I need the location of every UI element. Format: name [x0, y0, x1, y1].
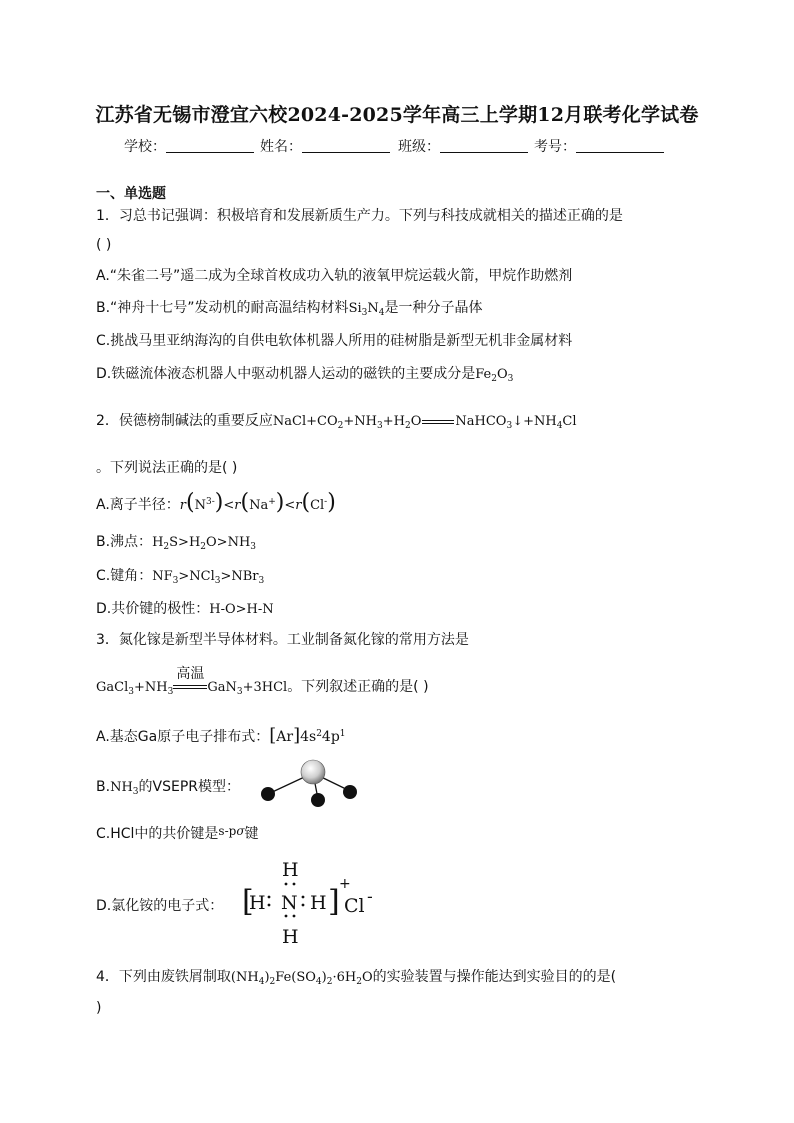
name-blank[interactable]	[302, 138, 390, 153]
outer-atom-bottom	[311, 793, 325, 807]
number-blank[interactable]	[576, 138, 664, 153]
number-label: 考号：	[534, 139, 576, 155]
q2-option-c	[96, 565, 264, 585]
q2-b-formula: $H_2S>H_2O>NH_3$	[152, 535, 257, 552]
q3-stem-post: 。下列叙述正确的是( )	[287, 679, 429, 695]
charge-minus: -	[367, 887, 373, 906]
q2-c-text: C.键角：	[96, 568, 153, 584]
q1-d-text: D.铁磁流体液态机器人中驱动机器人运动的磁铁的主要成分是	[96, 366, 476, 382]
bracket-right: ]	[328, 884, 340, 919]
vsepr-model-diagram	[254, 756, 364, 810]
q4-formula: $(NH_4)_2Fe(SO_4)_2\cdot 6H_2O$	[230, 970, 373, 987]
q1-d-formula: $Fe_2O_3$	[475, 367, 514, 384]
q3-a-formula: $[Ar]4s^24p^1$	[269, 725, 346, 746]
q1-option-c: C.挑战马里亚纳海沟的自供电软体机器人所用的硅树脂是新型无机非金属材料	[96, 333, 573, 349]
q3-equation: $GaCl_3+NH_3$ 高温 GaN$_3$+3HCl	[96, 680, 287, 695]
q3-option-a	[96, 725, 346, 746]
q1-b-formula: $Si_3N_4$	[348, 301, 385, 318]
q3-option-d	[96, 895, 223, 915]
info-number	[534, 136, 664, 156]
q3-c-formula: s-pσ	[218, 824, 245, 838]
outer-atom-left	[261, 787, 275, 801]
h-right: H	[310, 892, 327, 914]
q3-equation-line	[96, 665, 429, 697]
q1-option-b	[96, 297, 482, 317]
q3-b-text: B.	[96, 779, 111, 795]
info-class	[398, 136, 528, 156]
q3-b-formula: $NH_3$	[110, 780, 139, 797]
q4-stem-post: 的实验装置与操作能达到实验目的的是(	[372, 969, 617, 985]
q4-stem	[96, 966, 616, 986]
q2-stem-text: 2．侯德榜制碱法的重要反应	[96, 413, 273, 429]
q2-option-a	[96, 490, 336, 515]
q1-b-text: B.“神舟十七号”发动机的耐高温结构材料	[96, 300, 349, 316]
q2-d-text: D.共价键的极性：	[96, 601, 210, 617]
page-title: 江苏省无锡市澄宜六校2024-2025学年高三上学期12月联考化学试卷	[95, 104, 699, 126]
q1-paren: ( )	[96, 237, 112, 253]
q3-option-c	[96, 823, 259, 843]
q3-a-text: A.基态Ga原子电子排布式：	[96, 729, 270, 745]
q1-option-a: A.“朱雀二号”遥二成为全球首枚成功入轨的液氧甲烷运载火箭，甲烷作助燃剂	[96, 268, 573, 284]
q3-option-b	[96, 776, 240, 796]
name-label: 姓名：	[260, 139, 302, 155]
q2-stem-post: 。下列说法正确的是( )	[96, 460, 238, 476]
bracket-left: [	[242, 884, 254, 919]
q2-d-formula: H-O>H-N	[209, 602, 274, 617]
q1-stem: 1．习总书记强调：积极培育和发展新质生产力。下列与科技成就相关的描述正确的是	[96, 208, 623, 224]
q3-b-post: 的VSEPR模型：	[138, 779, 240, 795]
q1-b-post: 是一种分子晶体	[384, 300, 483, 316]
q2-stem	[96, 410, 577, 430]
info-school	[124, 136, 254, 156]
h-top: H	[282, 859, 299, 881]
class-blank[interactable]	[440, 138, 528, 153]
q2-b-text: B.沸点：	[96, 534, 153, 550]
q2-equation: $NaCl+CO_2+NH_3+H_2O$ $NaHCO_3↓+NH_4Cl$	[272, 414, 577, 431]
q4-paren-close: )	[96, 1000, 102, 1016]
h-bottom: H	[282, 926, 299, 948]
q3-d-text: D.氯化铵的电子式：	[96, 898, 224, 914]
school-blank[interactable]	[166, 138, 254, 153]
cl-ion: Cl	[344, 895, 365, 917]
q4-stem-text: 4．下列由废铁屑制取	[96, 969, 231, 985]
q3-c-text: C.HCl中的共价键是	[96, 826, 219, 842]
q3-c-post: 键	[244, 826, 259, 842]
central-atom	[301, 760, 325, 784]
q2-a-text: A.离子半径：	[96, 497, 180, 513]
school-label: 学校：	[124, 139, 166, 155]
charge-plus: +	[339, 876, 351, 892]
q3-stem: 3．氮化镓是新型半导体材料。工业制备氮化镓的常用方法是	[96, 632, 469, 648]
electron-formula-diagram	[236, 853, 386, 949]
outer-atom-right	[343, 785, 357, 799]
q2-option-d	[96, 598, 274, 618]
q1-option-d	[96, 363, 513, 383]
info-name	[260, 136, 390, 156]
q2-a-formula: $r(N^{3-})<r(Na^+)<r(Cl^-)$	[179, 490, 336, 515]
n-center: N	[281, 892, 298, 914]
section-heading: 一、单选题	[96, 186, 166, 202]
class-label: 班级：	[398, 139, 440, 155]
q2-c-formula: $NF_3>NCl_3>NBr_3$	[152, 569, 265, 586]
q2-option-b	[96, 531, 256, 551]
h-left: H	[249, 892, 266, 914]
q3-condition: 高温	[176, 665, 205, 682]
